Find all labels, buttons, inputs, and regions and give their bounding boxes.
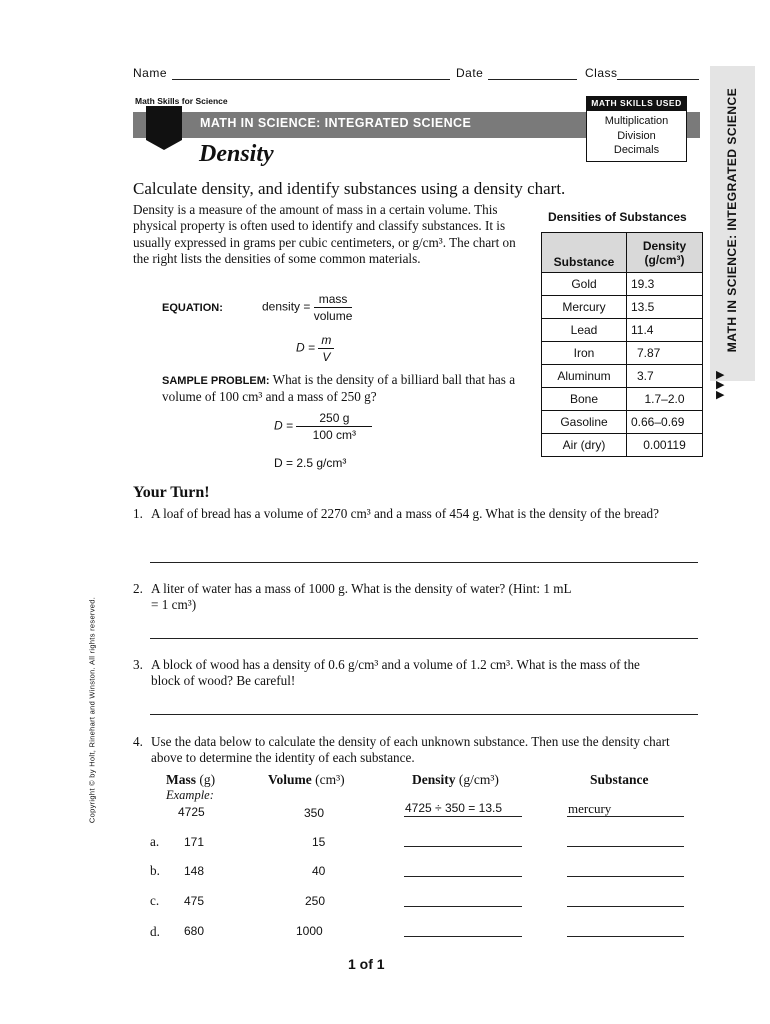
table-cell-substance: Gold: [542, 273, 627, 296]
sample-lhs: D =: [274, 418, 294, 433]
example-volume: 350: [304, 806, 325, 820]
table-cell-substance: Aluminum: [542, 365, 627, 388]
date-label: Date: [456, 66, 484, 80]
col-mass-header: [166, 772, 215, 788]
example-substance-line: [567, 816, 684, 817]
row-volume: 40: [312, 864, 326, 878]
table-row: [542, 411, 703, 434]
intro-paragraph: Density is a measure of the amount of mass in a certain volume. This physical property is often used to identify and classify substances. It is usually expressed in grams per cubic centimeters, or g/cm³. The chart on the right lists the densities of some common materials.: [133, 202, 516, 266]
table-cell-substance: Bone: [542, 388, 627, 411]
row-volume: 15: [312, 835, 326, 849]
row-mass: 171: [184, 835, 205, 849]
table-cell-substance: Mercury: [542, 296, 627, 319]
substance-answer-blank[interactable]: [567, 906, 684, 907]
equation-symbolic: [296, 333, 334, 364]
substance-answer-blank[interactable]: [567, 936, 684, 937]
equation-numerator: mass: [314, 292, 353, 308]
equation-lhs: density =: [262, 299, 311, 314]
col-density-unit: (g/cm³): [458, 772, 499, 787]
sample-text: What is the density of a billiard ball that has a volume of 100 cm³ and a mass of 250 g?: [162, 372, 516, 404]
lead-sentence: Calculate density, and identify substances using a density chart.: [133, 179, 566, 198]
name-field[interactable]: [172, 79, 450, 80]
class-label: Class: [585, 66, 618, 80]
question-3: [133, 657, 693, 689]
arrow-right-icon: ▶: [716, 379, 725, 391]
date-field[interactable]: [488, 79, 577, 80]
row-letter: b.: [150, 863, 160, 878]
equation-density: [262, 292, 352, 323]
table-row: [542, 273, 703, 296]
question-text: Use the data below to calculate the density of each unknown substance. Then use the density chart above to determine the identity of each substance.: [151, 734, 670, 765]
density-answer-blank[interactable]: [404, 876, 522, 877]
your-turn-heading: Your Turn!: [133, 484, 210, 501]
sample-problem: [162, 372, 522, 405]
table-cell-substance: Iron: [542, 342, 627, 365]
question-text: A block of wood has a density of 0.6 g/cm³ and a volume of 1.2 cm³. What is the mass of the block of wood? Be careful!: [151, 657, 640, 688]
table-header-density: [627, 233, 703, 273]
example-density: 4725 ÷ 350 = 13.5: [405, 801, 503, 815]
row-volume: 1000: [296, 924, 323, 938]
col-mass-label: Mass: [166, 772, 196, 787]
table-cell-substance: Lead: [542, 319, 627, 342]
table-cell-density: 7.87: [627, 342, 703, 365]
table-row: [542, 365, 703, 388]
density-table: [541, 232, 703, 457]
answer-line-3[interactable]: [150, 714, 698, 715]
question-text: A liter of water has a mass of 1000 g. What is the density of water? (Hint: 1 mL = 1 cm³): [151, 581, 572, 612]
question-2: [133, 581, 693, 613]
skills-heading: MATH SKILLS USED: [586, 96, 687, 110]
table-cell-density: 13.5: [627, 296, 703, 319]
table-cell-density: 3.7: [627, 365, 703, 388]
sample-equation: [274, 411, 372, 442]
example-substance: mercury: [568, 801, 612, 816]
table-row: [542, 319, 703, 342]
page-title: Density: [199, 141, 274, 167]
name-label: Name: [133, 66, 168, 80]
question-number: 4.: [133, 734, 143, 749]
row-letter: c.: [150, 893, 160, 908]
table-title: Densities of Substances: [548, 210, 687, 224]
skill-item: Decimals: [613, 144, 660, 156]
equation-lhs2: D =: [296, 340, 316, 355]
side-tab-label: MATH IN SCIENCE: INTEGRATED SCIENCE: [725, 87, 739, 353]
copyright-notice: Copyright © by Holt, Rinehart and Winston. All rights reserved.: [87, 596, 97, 824]
substance-answer-blank[interactable]: [567, 846, 684, 847]
row-letter: a.: [150, 834, 160, 849]
density-answer-blank[interactable]: [404, 936, 522, 937]
arrow-icons: [716, 370, 724, 400]
answer-line-2[interactable]: [150, 638, 698, 639]
skill-item: Division: [617, 129, 656, 142]
series-label: Math Skills for Science: [135, 96, 228, 106]
table-cell-substance: Air (dry): [542, 434, 627, 457]
col-mass-unit: (g): [199, 772, 216, 787]
answer-line-1[interactable]: [150, 562, 698, 563]
row-volume: 250: [305, 894, 326, 908]
table-cell-density: 0.00119: [627, 434, 703, 457]
table-header-density-b: (g/cm³): [644, 252, 685, 267]
row-mass: 475: [184, 894, 205, 908]
col-substance-header: Substance: [590, 772, 649, 787]
row-mass: 148: [184, 864, 205, 878]
table-row: [542, 342, 703, 365]
col-volume-unit: (cm³): [315, 772, 345, 787]
table-row: [542, 296, 703, 319]
banner-tab: [146, 106, 182, 140]
row-letter: d.: [150, 924, 160, 939]
skill-item: Multiplication: [604, 115, 669, 127]
arrow-right-icon: ▶: [716, 389, 725, 401]
class-field[interactable]: [617, 79, 699, 80]
page-number: 1 of 1: [348, 956, 385, 972]
table-cell-density: 11.4: [627, 319, 703, 342]
equation-denominator2: V: [322, 350, 331, 364]
question-1: [133, 506, 693, 522]
row-mass: 680: [184, 924, 205, 938]
banner-title: MATH IN SCIENCE: INTEGRATED SCIENCE: [200, 116, 472, 130]
table-header-density-a: Density: [642, 238, 687, 253]
question-text: A loaf of bread has a volume of 2270 cm³ and a mass of 454 g. What is the density of the bread?: [151, 506, 659, 521]
col-density-label: Density: [412, 772, 456, 787]
table-header-substance: Substance: [542, 233, 627, 273]
arrow-right-icon: ▶: [716, 369, 725, 381]
example-density-line: [404, 816, 522, 817]
density-answer-blank[interactable]: [404, 906, 522, 907]
question-4: [133, 734, 693, 766]
sample-result: D = 2.5 g/cm³: [274, 456, 347, 470]
question-number: 3.: [133, 657, 143, 672]
sample-denominator: 100 cm³: [312, 428, 357, 442]
question-number: 1.: [133, 506, 143, 521]
skills-box: [586, 110, 687, 162]
table-cell-substance: Gasoline: [542, 411, 627, 434]
substance-answer-blank[interactable]: [567, 876, 684, 877]
banner-tab-point: [146, 140, 182, 150]
table-cell-density: 0.66–0.69: [627, 411, 703, 434]
question-number: 2.: [133, 581, 143, 596]
col-density-header: [412, 772, 499, 788]
table-header-row: [542, 233, 703, 273]
equation-denominator: volume: [313, 309, 353, 323]
table-row: [542, 388, 703, 411]
col-volume-label: Volume: [268, 772, 312, 787]
table-cell-density: 1.7–2.0: [627, 388, 703, 411]
col-volume-header: [268, 772, 345, 788]
example-mass: 4725: [178, 805, 205, 819]
equation-numerator2: m: [318, 333, 334, 349]
table-row: [542, 434, 703, 457]
equation-label: EQUATION:: [162, 302, 223, 314]
table-cell-density: 19.3: [627, 273, 703, 296]
sample-numerator: 250 g: [296, 411, 372, 427]
sample-label: SAMPLE PROBLEM:: [162, 375, 270, 387]
density-answer-blank[interactable]: [404, 846, 522, 847]
example-label: Example:: [166, 788, 214, 802]
